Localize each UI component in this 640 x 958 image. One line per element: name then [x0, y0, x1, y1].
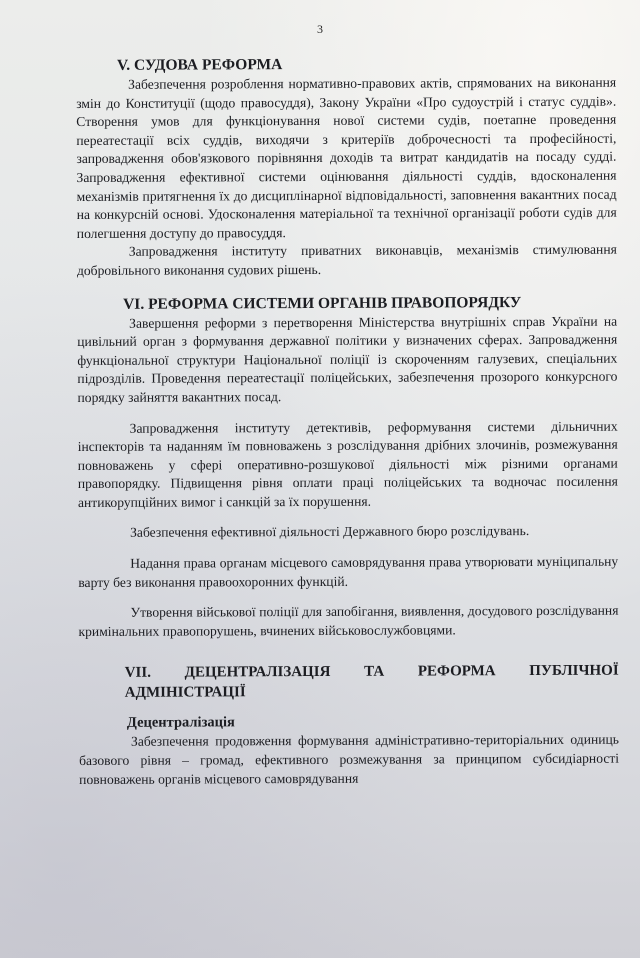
paragraph: Запровадження інституту приватних виконавців, механізмів стимулювання добровільного виконання судових рішень.: [76, 241, 617, 278]
section-heading-v: V. СУДОВА РЕФОРМА: [117, 56, 283, 74]
paragraph: Утворення військової поліції для запобігання, виявлення, досудового розслідування кримінальних правопорушень, вчинених військовослужбовцями.: [78, 602, 619, 639]
section-heading-vii: VII. ДЕЦЕНТРАЛІЗАЦІЯ ТА РЕФОРМА ПУБЛІЧНОЇ АДМІНІСТРАЦІЇ: [124, 663, 619, 702]
section-v: [76, 54, 617, 281]
paragraph: Запровадження інституту детективів, реформування системи дільничних інспекторів та наданням їм повноважень з розслідування дрібних злочинів, розмежування повноважень у сфері оперативно-розшукової діяльності між різними органами правопорядку. Підвищення рівня оплати праці поліцейських та водночас посилення антикорупційних вимог і санкцій за їх порушення.: [77, 418, 618, 510]
subsection-heading-decentralization: Децентралізація: [126, 714, 235, 732]
document-body: [76, 54, 619, 790]
paragraph: Забезпечення розроблення нормативно-правових актів, спрямованих на виконання змін до Конституції (щодо правосуддя), Закону України «Про судоустрій і статус суддів». Створення умов для функціонування нової системи судів, поетапне проведення переатестації всіх суддів, виходячи з критеріїв доброчесності та професійності, запровадження обов'язкового порівняння доходів та витрат кандидатів на посаду судді. Запровадження ефективної системи оцінювання діяльності суддів, вдосконалення механізмів притягнення їх до дисциплінарної відповідальності, заповнення вакантних посад на конкурсній основі. Удосконалення матеріальної та технічної організації роботи судів для полегшення доступу до правосуддя.: [76, 74, 617, 241]
paragraph: Надання права органам місцевого самоврядування права утворювати муніципальну варту без виконання правоохоронних функцій.: [78, 553, 619, 590]
section-vi: [77, 292, 619, 641]
paragraph: Завершення реформи з перетворення Міністерства внутрішніх справ України на цивільний орган з формування державної політики у визначених сферах. Запровадження функціональної структури Національної поліції із скороченням галузевих, спеціальних підрозділів. Проведення переатестації поліцейських, забезпечення прозорого конкурсного порядку зайняття вакантних посад.: [77, 313, 618, 405]
page-number: 3: [317, 22, 323, 36]
section-heading-vi: VI. РЕФОРМА СИСТЕМИ ОРГАНІВ ПРАВОПОРЯДКУ: [123, 293, 522, 313]
section-vii: [79, 661, 620, 789]
paragraph: Забезпечення продовження формування адміністративно-територіальних одиниць базового рівня – громад, ефективного розмежування за принципом субсидіарності повноважень органів місцевого самоврядування: [79, 732, 620, 787]
paragraph: Забезпечення ефективної діяльності Державного бюро розслідувань.: [130, 523, 530, 541]
